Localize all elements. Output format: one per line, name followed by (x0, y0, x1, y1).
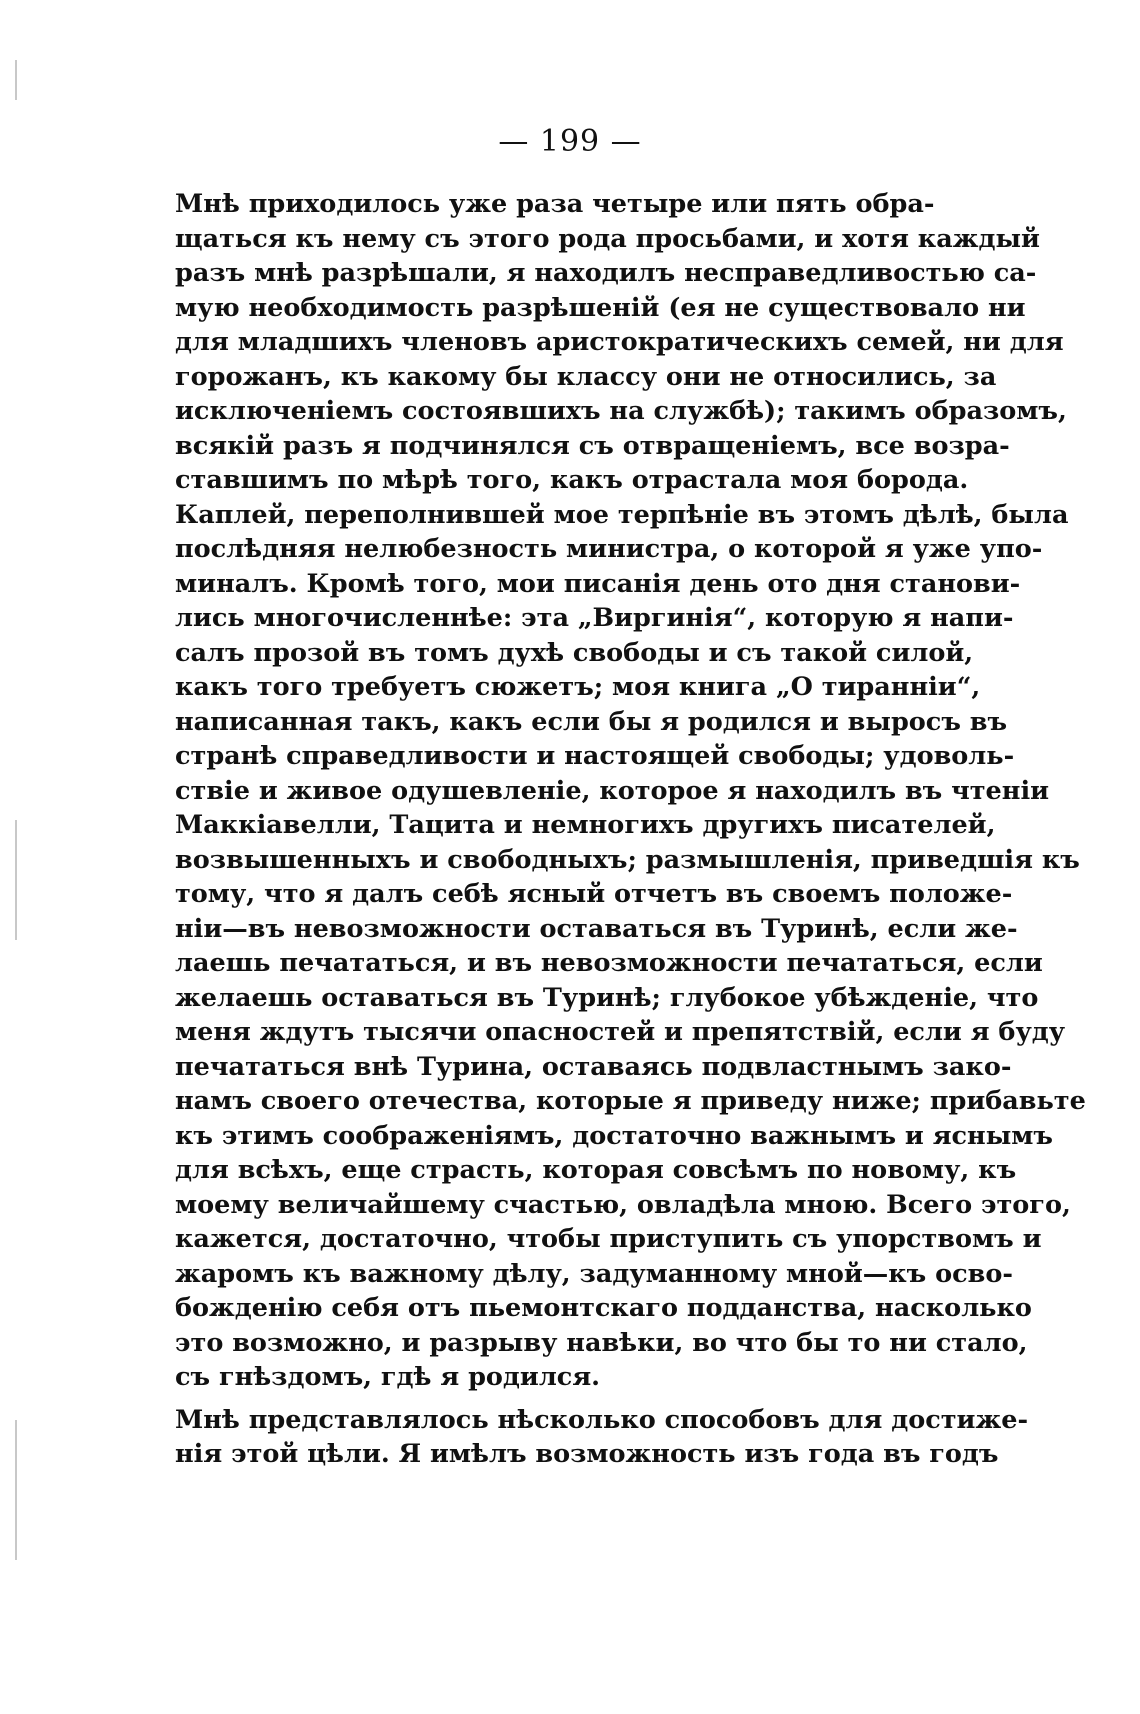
body-text (175, 187, 1086, 1472)
text-line: написанная такъ, какъ если бы я родился и выросъ въ (175, 706, 1008, 737)
text-line: нія этой цѣли. Я имѣлъ возможность изъ года въ годъ (175, 1439, 999, 1469)
paragraph (175, 1403, 1029, 1472)
text-line: кажется, достаточно, чтобы приступить съ упорствомъ и (175, 1224, 1042, 1254)
text-line: меня ждутъ тысячи опасностей и препятствій, если я буду (175, 1017, 1066, 1047)
scan-edge-mark (15, 1420, 17, 1560)
text-line: какъ того требуетъ сюжетъ; моя книга „О тиранніи“, (175, 672, 981, 702)
text-line: печататься внѣ Турина, оставаясь подвластнымъ зако- (175, 1051, 1012, 1082)
text-line: послѣдняя нелюбезность министра, о которой я уже упо- (175, 534, 1043, 564)
text-line: къ этимъ соображеніямъ, достаточно важнымъ и яснымъ (175, 1120, 1053, 1151)
text-line: для всѣхъ, еще страсть, которая совсѣмъ по новому, къ (175, 1155, 1017, 1185)
text-line: моему величайшему счастью, овладѣла мною. Всего этого, (175, 1189, 1071, 1220)
text-line: ствіе и живое одушевленіе, которое я находилъ въ чтеніи (175, 775, 1050, 806)
text-line: Маккіавелли, Тацита и немногихъ другихъ писателей, (175, 810, 996, 840)
text-line: горожанъ, къ какому бы классу они не относились, за (175, 361, 997, 392)
text-line: тому, что я далъ себѣ ясный отчетъ въ своемъ положе- (175, 879, 1013, 909)
text-line: всякій разъ я подчинялся съ отвращеніемъ, все возра- (175, 430, 1010, 461)
page-number: — 199 — (498, 124, 642, 159)
text-line: божденію себя отъ пьемонтскаго подданства, насколько (175, 1293, 1032, 1323)
text-line: ставшимъ по мѣрѣ того, какъ отрастала моя борода. (175, 465, 969, 495)
text-line: Мнѣ представлялось нѣсколько способовъ для достиже- (175, 1404, 1029, 1435)
text-line: съ гнѣздомъ, гдѣ я родился. (175, 1362, 601, 1392)
text-line: Каплей, переполнившей мое терпѣніе въ этомъ дѣлѣ, была (175, 499, 1069, 530)
text-line: разъ мнѣ разрѣшали, я находилъ несправедливостью са- (175, 258, 1037, 288)
text-line: намъ своего отечества, которые я приведу ниже; прибавьте (175, 1086, 1086, 1116)
paragraph-gap (175, 1395, 925, 1403)
scan-edge-mark (15, 60, 17, 100)
text-line: для младшихъ членовъ аристократическихъ семей, ни для (175, 327, 1064, 357)
paragraphs (175, 187, 1086, 1472)
paragraph (175, 187, 1086, 1395)
text-line: странѣ справедливости и настоящей свободы; удоволь- (175, 741, 1015, 771)
text-line: лись многочисленнѣе: эта „Виргинія“, которую я напи- (175, 603, 1014, 633)
text-line: желаешь оставаться въ Туринѣ; глубокое убѣжденіе, что (175, 982, 1039, 1013)
scan-edge-mark (15, 820, 17, 940)
text-line: щаться къ нему съ этого рода просьбами, и хотя каждый (175, 223, 1040, 254)
text-line: лаешь печататься, и въ невозможности печататься, если (175, 948, 1043, 978)
text-line: жаромъ къ важному дѣлу, задуманному мной—къ осво- (175, 1258, 1013, 1289)
text-line: миналъ. Кромѣ того, мои писанія день ото дня станови- (175, 568, 1021, 599)
text-line: Мнѣ приходилось уже раза четыре или пять обра- (175, 189, 935, 219)
text-line: ніи—въ невозможности оставаться въ Туринѣ, если же- (175, 913, 1018, 944)
text-line: мую необходимость разрѣшеній (ея не существовало ни (175, 292, 1026, 323)
text-line: исключеніемъ состоявшихъ на службѣ); такимъ образомъ, (175, 396, 1067, 426)
text-line: салъ прозой въ томъ духѣ свободы и съ такой силой, (175, 637, 974, 668)
text-line: возвышенныхъ и свободныхъ; размышленія, приведшія къ (175, 844, 1080, 875)
text-line: это возможно, и разрыву навѣки, во что бы то ни стало, (175, 1327, 1028, 1358)
